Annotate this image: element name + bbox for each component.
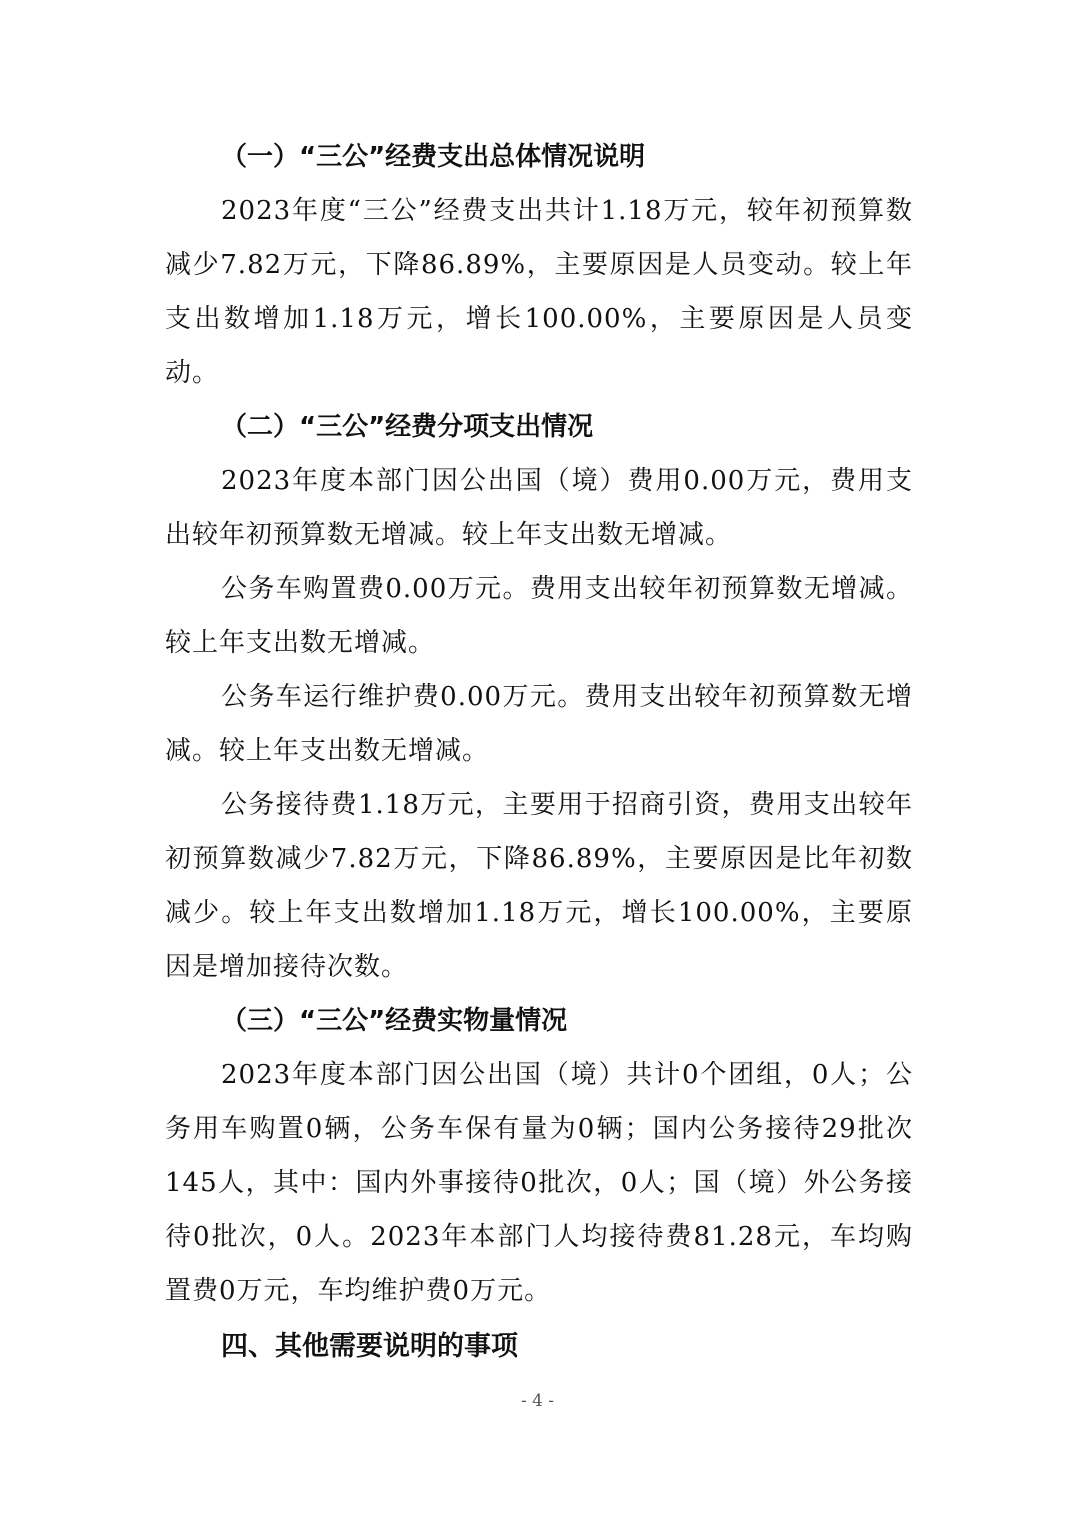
paragraph: 公务车购置费0.00万元。费用支出较年初预算数无增减。较上年支出数无增减。 — [165, 574, 913, 658]
paragraph: 公务接待费1.18万元，主要用于招商引资，费用支出较年初预算数减少7.82万元，下降86.89%，主要原因是比年初数减少。较上年支出数增加1.18万元，增长100.00%，主要原因是增加接待次数。 — [165, 790, 913, 982]
document-body — [165, 130, 913, 1376]
subsection-heading-2: （二）“三公”经费分项支出情况 — [221, 412, 594, 442]
section-title: 四、其他需要说明的事项 — [221, 1331, 518, 1362]
paragraph: 2023年度本部门因公出国（境）共计0个团组，0人；公务用车购置0辆，公务车保有量为0辆；国内公务接待29批次145人，其中：国内外事接待0批次，0人；国（境）外公务接待0批次，0人。2023年本部门人均接待费81.28元，车均购置费0万元，车均维护费0万元。 — [165, 1060, 913, 1306]
subsection-heading-1: （一）“三公”经费支出总体情况说明 — [221, 142, 646, 172]
paragraph: 2023年度“三公”经费支出共计1.18万元，较年初预算数减少7.82万元，下降86.89%，主要原因是人员变动。较上年支出数增加1.18万元，增长100.00%，主要原因是人员变动。 — [165, 196, 913, 388]
subsection-heading-3: （三）“三公”经费实物量情况 — [221, 1006, 568, 1036]
page-number: - 4 - — [520, 1391, 555, 1411]
paragraph: 公务车运行维护费0.00万元。费用支出较年初预算数无增减。较上年支出数无增减。 — [165, 682, 913, 766]
paragraph: 2023年度本部门因公出国（境）费用0.00万元，费用支出较年初预算数无增减。较上年支出数无增减。 — [165, 466, 913, 550]
